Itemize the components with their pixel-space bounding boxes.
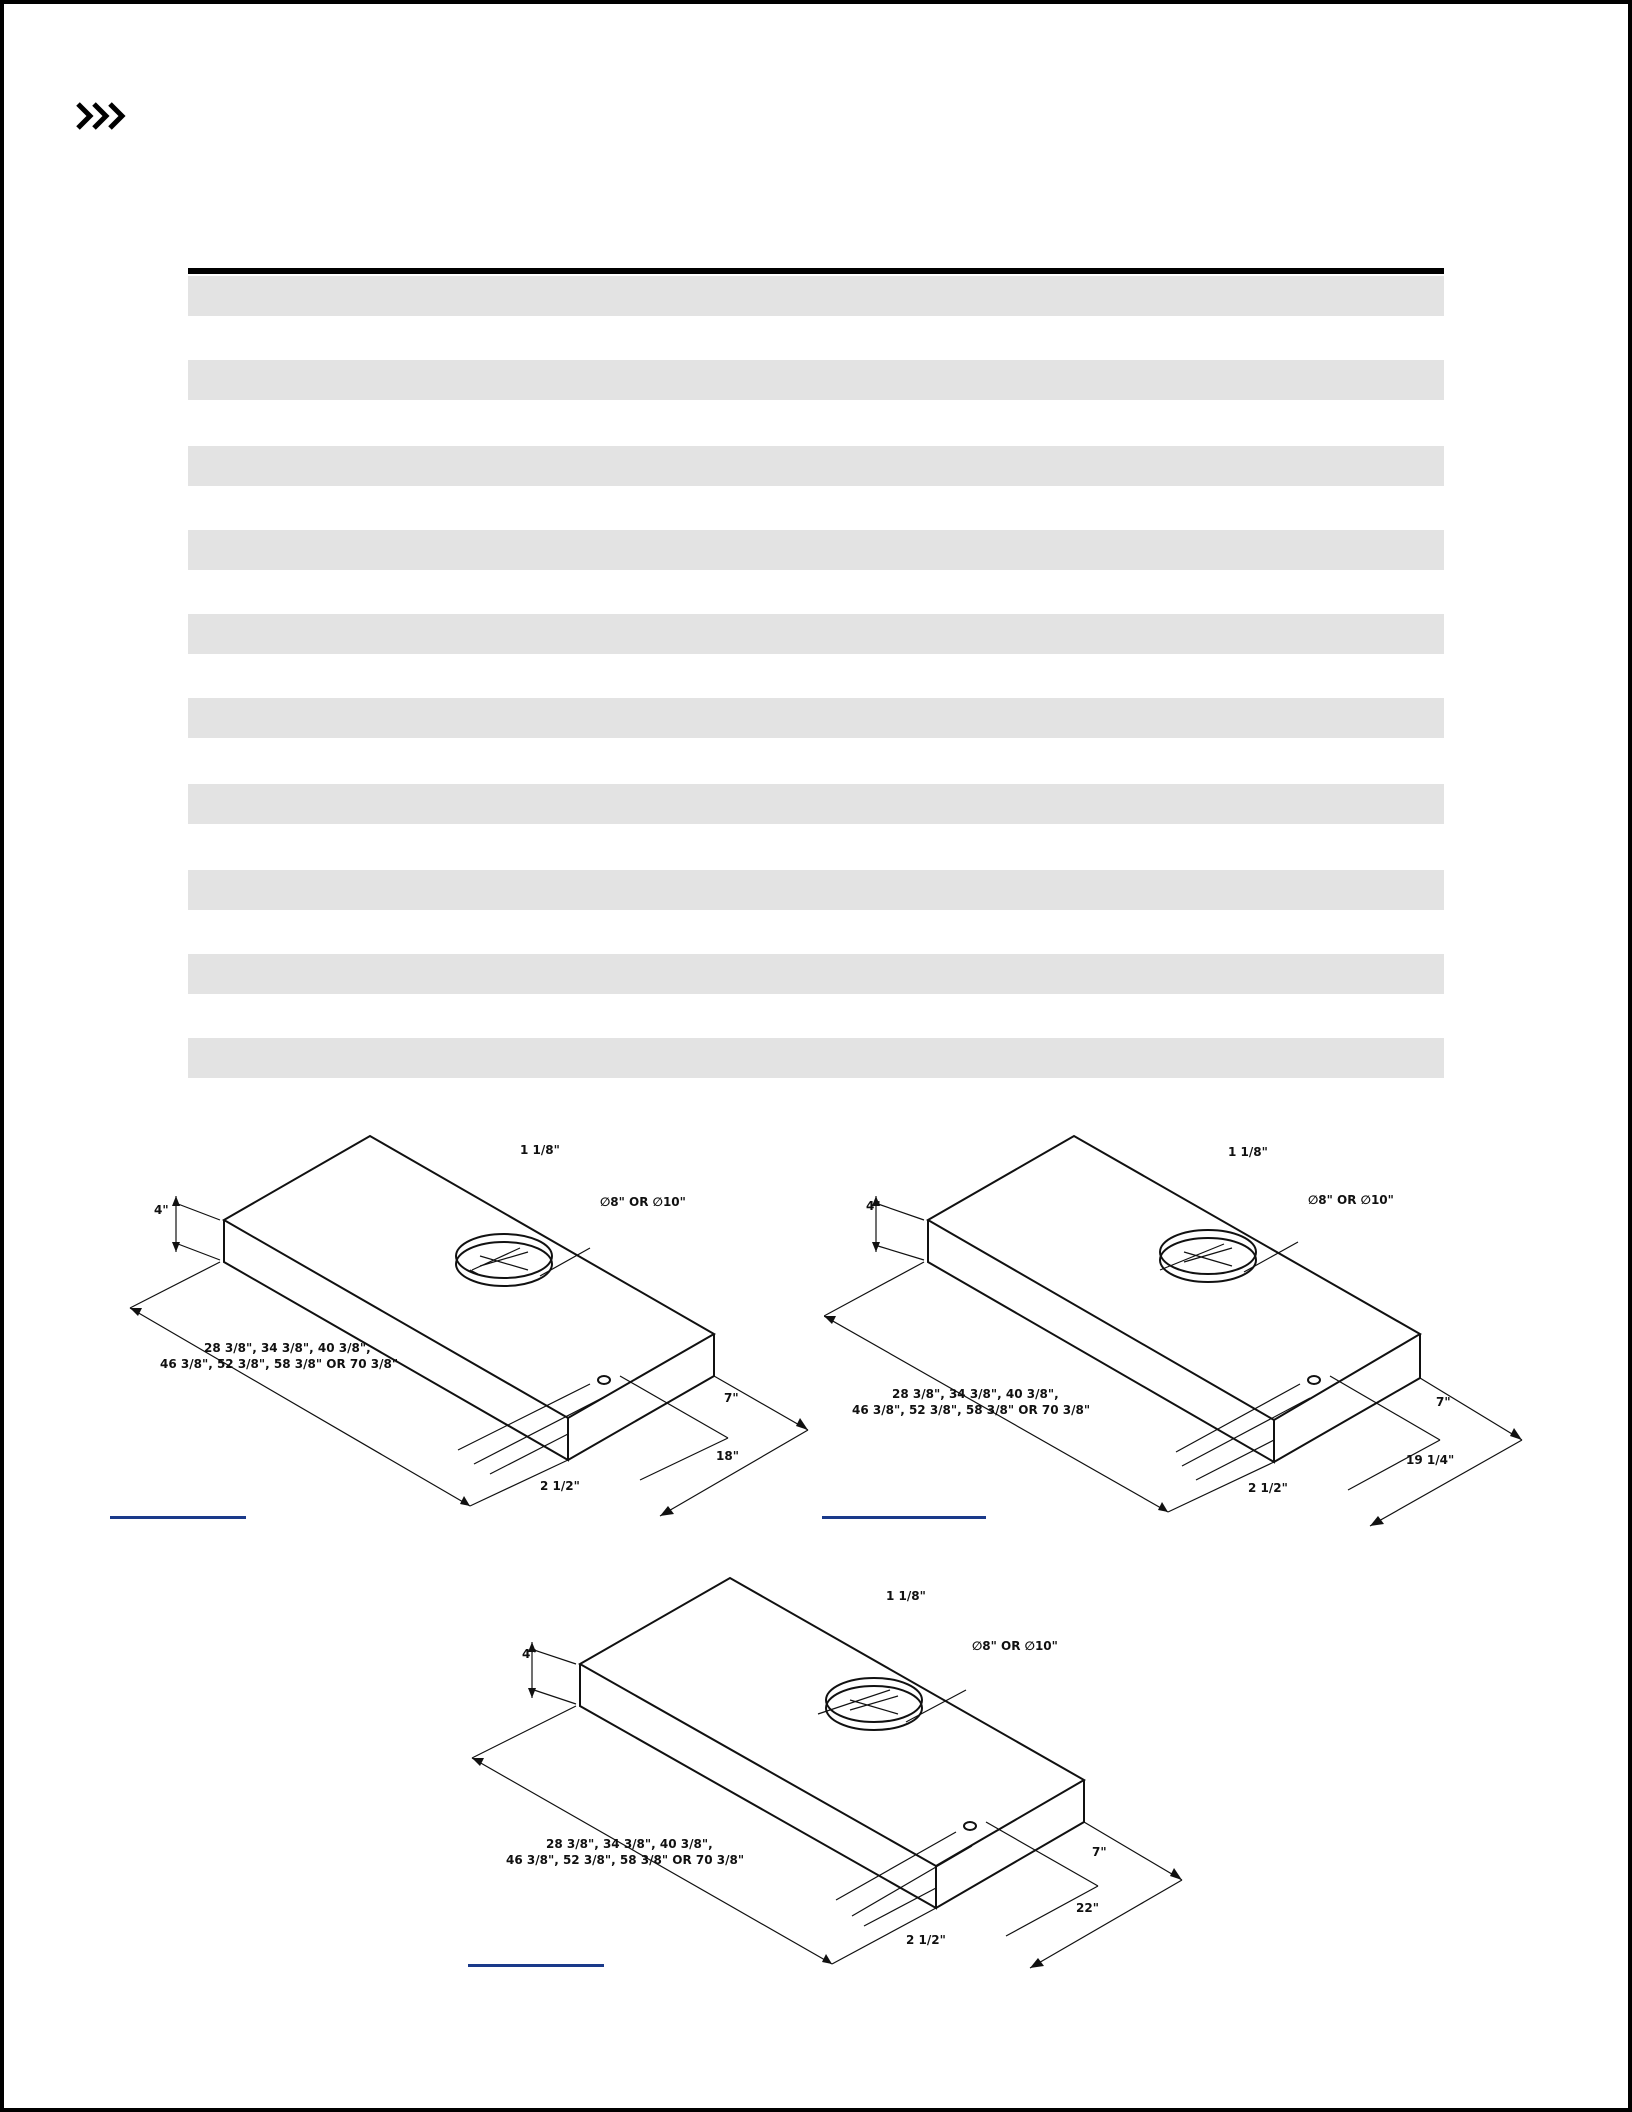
widths-label-line2: 46 3/8", 52 3/8", 58 3/8" OR 70 3/8": [160, 1357, 399, 1371]
table-row: [188, 870, 1444, 910]
caption-underline: [468, 1964, 604, 1967]
depth-inner-dim-label: 7": [1436, 1395, 1451, 1409]
table-row: [188, 614, 1444, 654]
caption-underline: [110, 1516, 246, 1519]
duct-diameter-label: ∅8" OR ∅10": [1308, 1193, 1394, 1207]
height-dim-label: 4": [866, 1199, 881, 1213]
front-offset-dim-label: 2 1/2": [540, 1479, 580, 1493]
widths-label-line1: 28 3/8", 34 3/8", 40 3/8",: [204, 1341, 371, 1355]
duct-diameter-label: ∅8" OR ∅10": [600, 1195, 686, 1209]
duct-diameter-label: ∅8" OR ∅10": [972, 1639, 1058, 1653]
front-offset-dim-label: 2 1/2": [906, 1933, 946, 1947]
caption-underline: [822, 1516, 986, 1519]
widths-label-line1: 28 3/8", 34 3/8", 40 3/8",: [892, 1387, 1059, 1401]
depth-inner-dim-label: 7": [1092, 1845, 1107, 1859]
hood-dimension-drawing: [466, 1566, 1206, 1986]
top-offset-dim-label: 1 1/8": [1228, 1145, 1268, 1159]
table-row: [188, 954, 1444, 994]
front-offset-dim-label: 2 1/2": [1248, 1481, 1288, 1495]
table-row: [188, 276, 1444, 316]
top-offset-dim-label: 1 1/8": [520, 1143, 560, 1157]
triple-chevron-right-icon: [76, 96, 136, 136]
depth-dim-label: 22": [1076, 1901, 1099, 1915]
hood-dimension-drawing: [120, 1120, 820, 1540]
depth-inner-dim-label: 7": [724, 1391, 739, 1405]
widths-label-line1: 28 3/8", 34 3/8", 40 3/8",: [546, 1837, 713, 1851]
widths-label-line2: 46 3/8", 52 3/8", 58 3/8" OR 70 3/8": [852, 1403, 1091, 1417]
table-row: [188, 698, 1444, 738]
depth-dim-label: 18": [716, 1449, 739, 1463]
hood-dimension-drawing: [824, 1120, 1524, 1540]
depth-dim-label: 19 1/4": [1406, 1453, 1455, 1467]
height-dim-label: 4": [154, 1203, 169, 1217]
table-row: [188, 360, 1444, 400]
table-top-rule: [188, 268, 1444, 274]
widths-label-line2: 46 3/8", 52 3/8", 58 3/8" OR 70 3/8": [506, 1853, 745, 1867]
table-row: [188, 446, 1444, 486]
top-offset-dim-label: 1 1/8": [886, 1589, 926, 1603]
table-row: [188, 784, 1444, 824]
height-dim-label: 4": [522, 1647, 537, 1661]
table-row: [188, 530, 1444, 570]
table-row: [188, 1038, 1444, 1078]
